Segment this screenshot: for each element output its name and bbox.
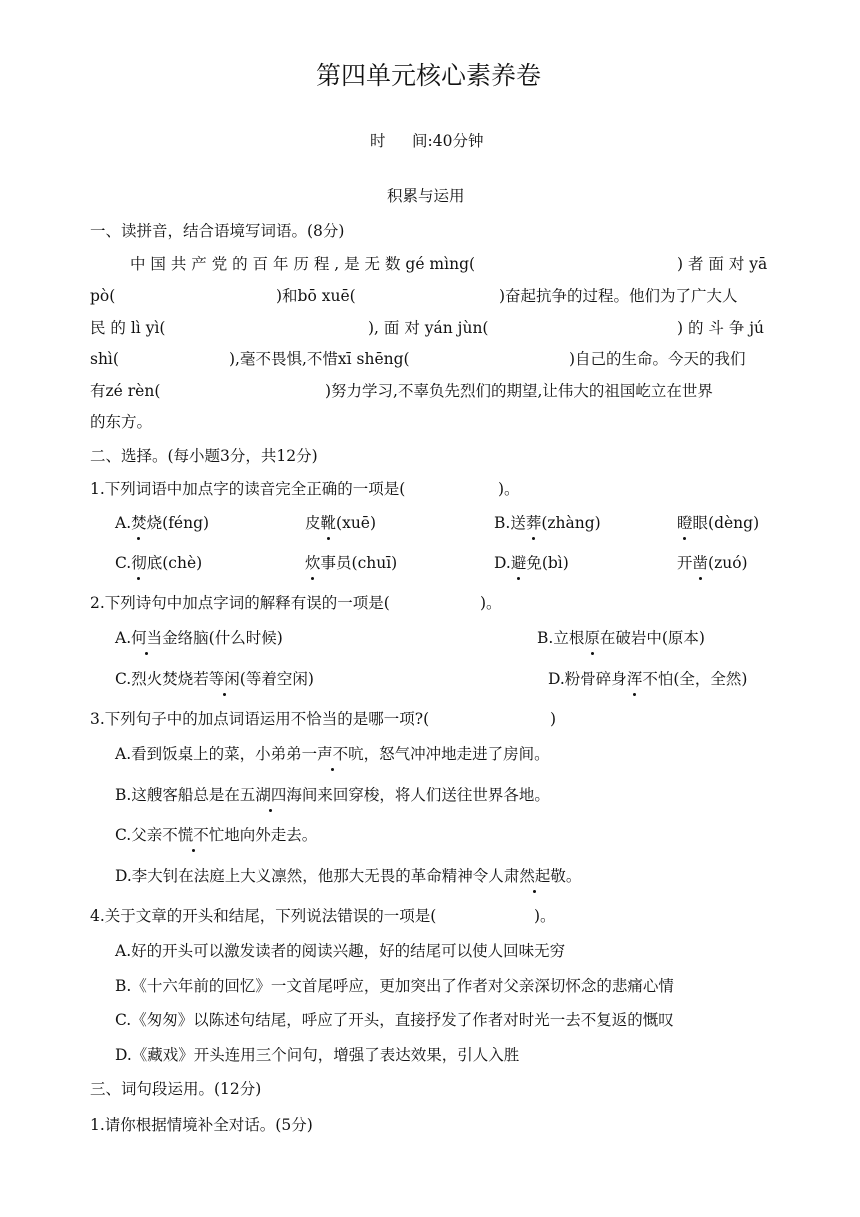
option-c: C.父亲不慌不忙地向外走去。 [115, 826, 318, 844]
option-a: A.焚烧(féng) [115, 514, 210, 532]
q1-text: 的东方。 [90, 413, 153, 431]
q1-text: )奋起抗争的过程。他们为了广大人 [499, 287, 738, 305]
section-title: 积累与运用 [387, 187, 465, 205]
dotted-word: 一声不吭 [301, 745, 364, 763]
option-c: C.彻底(chè) [115, 554, 203, 572]
q1-text: ), 面 对 yán jùn( [368, 319, 489, 337]
option-d: D.粉骨碎身浑不怕(全，全然) [548, 670, 748, 688]
dotted-char: 焚 [131, 514, 147, 532]
dotted-char: 凿 [692, 554, 709, 572]
question-stem-end: )。 [534, 907, 556, 925]
q1-text: )和bō xuē( [276, 287, 356, 305]
q2-heading: 二、选择。(每小题3分，共12分) [90, 447, 318, 465]
dotted-char: 原 [584, 629, 600, 647]
time-label-b: 间:40分钟 [412, 132, 484, 150]
question-stem: 2.下列诗句中加点字词的解释有误的一项是( [90, 594, 390, 612]
dotted-char: 葬 [525, 514, 542, 532]
dotted-char: 炊 [305, 554, 321, 572]
q1-text: ),毫不畏惧,不惜xī shēng( [229, 350, 410, 368]
option-b: B.送葬(zhàng) [494, 514, 601, 532]
option-a: A.好的开头可以激发读者的阅读兴趣，好的结尾可以使人回味无穷 [115, 942, 566, 960]
option-d-word2: 开凿(zuó) [677, 554, 748, 572]
q1-text: 中 国 共 产 党 的 百 年 历 程 , 是 无 数 gé mìng( [130, 255, 476, 273]
q1-text: ) 者 面 对 yā [677, 255, 768, 273]
option-d: D.避免(bì) [494, 554, 569, 572]
option-c: C.烈火焚烧若等闲(等着空闲) [115, 670, 314, 688]
q1-text: 民 的 lì yì( [90, 319, 166, 337]
page-title: 第四单元核心素养卷 [316, 61, 542, 90]
time-label-a: 时 [370, 132, 386, 150]
q1-text: 有zé rèn( [90, 382, 161, 400]
option-a-word2: 皮靴(xuē) [305, 514, 377, 532]
option-a: A.何当金络脑(什么时候) [115, 629, 283, 647]
dotted-char: 彻 [131, 554, 147, 572]
dotted-word: 不慌不忙 [162, 826, 225, 844]
q1-text: ) 的 斗 争 jú [677, 319, 765, 337]
option-b: B.《十六年前的回忆》一文首尾呼应，更加突出了作者对父亲深切怀念的悲痛心情 [115, 977, 674, 995]
option-b: B.立根原在破岩中(原本) [537, 629, 705, 647]
option-d: D.李大钊在法庭上大义凛然，他那大无畏的革命精神令人肃然起敬。 [115, 867, 582, 885]
question-stem: 4.关于文章的开头和结尾，下列说法错误的一项是( [90, 907, 437, 925]
dotted-word: 肃然起敬 [503, 867, 566, 885]
q1-text: pò( [90, 287, 116, 305]
q1-heading: 一、读拼音，结合语境写词语。(8分) [90, 222, 345, 240]
option-b: B.这艘客船总是在五湖四海间来回穿梭，将人们送往世界各地。 [115, 786, 550, 804]
question-stem-end: )。 [480, 594, 502, 612]
question-stem-end: )。 [498, 480, 520, 498]
q1-text: )自己的生命。今天的我们 [569, 350, 746, 368]
q3-heading: 三、词句段运用。(12分) [90, 1080, 262, 1098]
option-d: D.《藏戏》开头连用三个问句，增强了表达效果，引人入胜 [115, 1046, 520, 1064]
dotted-char: 避 [510, 554, 527, 572]
option-b-word2: 瞪眼(dèng) [677, 514, 760, 532]
option-c-word2: 炊事员(chuī) [305, 554, 398, 572]
question-stem: 1.请你根据情境补全对话。(5分) [90, 1116, 313, 1134]
q1-text: )努力学习,不辜负先烈们的期望,让伟大的祖国屹立在世界 [325, 382, 713, 400]
dotted-word: 五湖四海 [239, 786, 302, 804]
question-stem: 1.下列词语中加点字的读音完全正确的一项是( [90, 480, 406, 498]
dotted-char: 等闲 [208, 670, 240, 688]
q1-text: shì( [90, 350, 119, 368]
dotted-char: 瞪 [677, 514, 693, 532]
dotted-char: 何当 [131, 629, 163, 647]
option-a: A.看到饭桌上的菜，小弟弟一声不吭，怒气冲冲地走进了房间。 [115, 745, 550, 763]
question-stem-end: ) [550, 710, 557, 728]
dotted-char: 靴 [320, 514, 337, 532]
option-c: C.《匆匆》以陈述句结尾，呼应了开头，直接抒发了作者对时光一去不复返的慨叹 [115, 1011, 674, 1029]
dotted-char: 浑 [626, 670, 643, 688]
question-stem: 3.下列句子中的加点词语运用不恰当的是哪一项?( [90, 710, 430, 728]
